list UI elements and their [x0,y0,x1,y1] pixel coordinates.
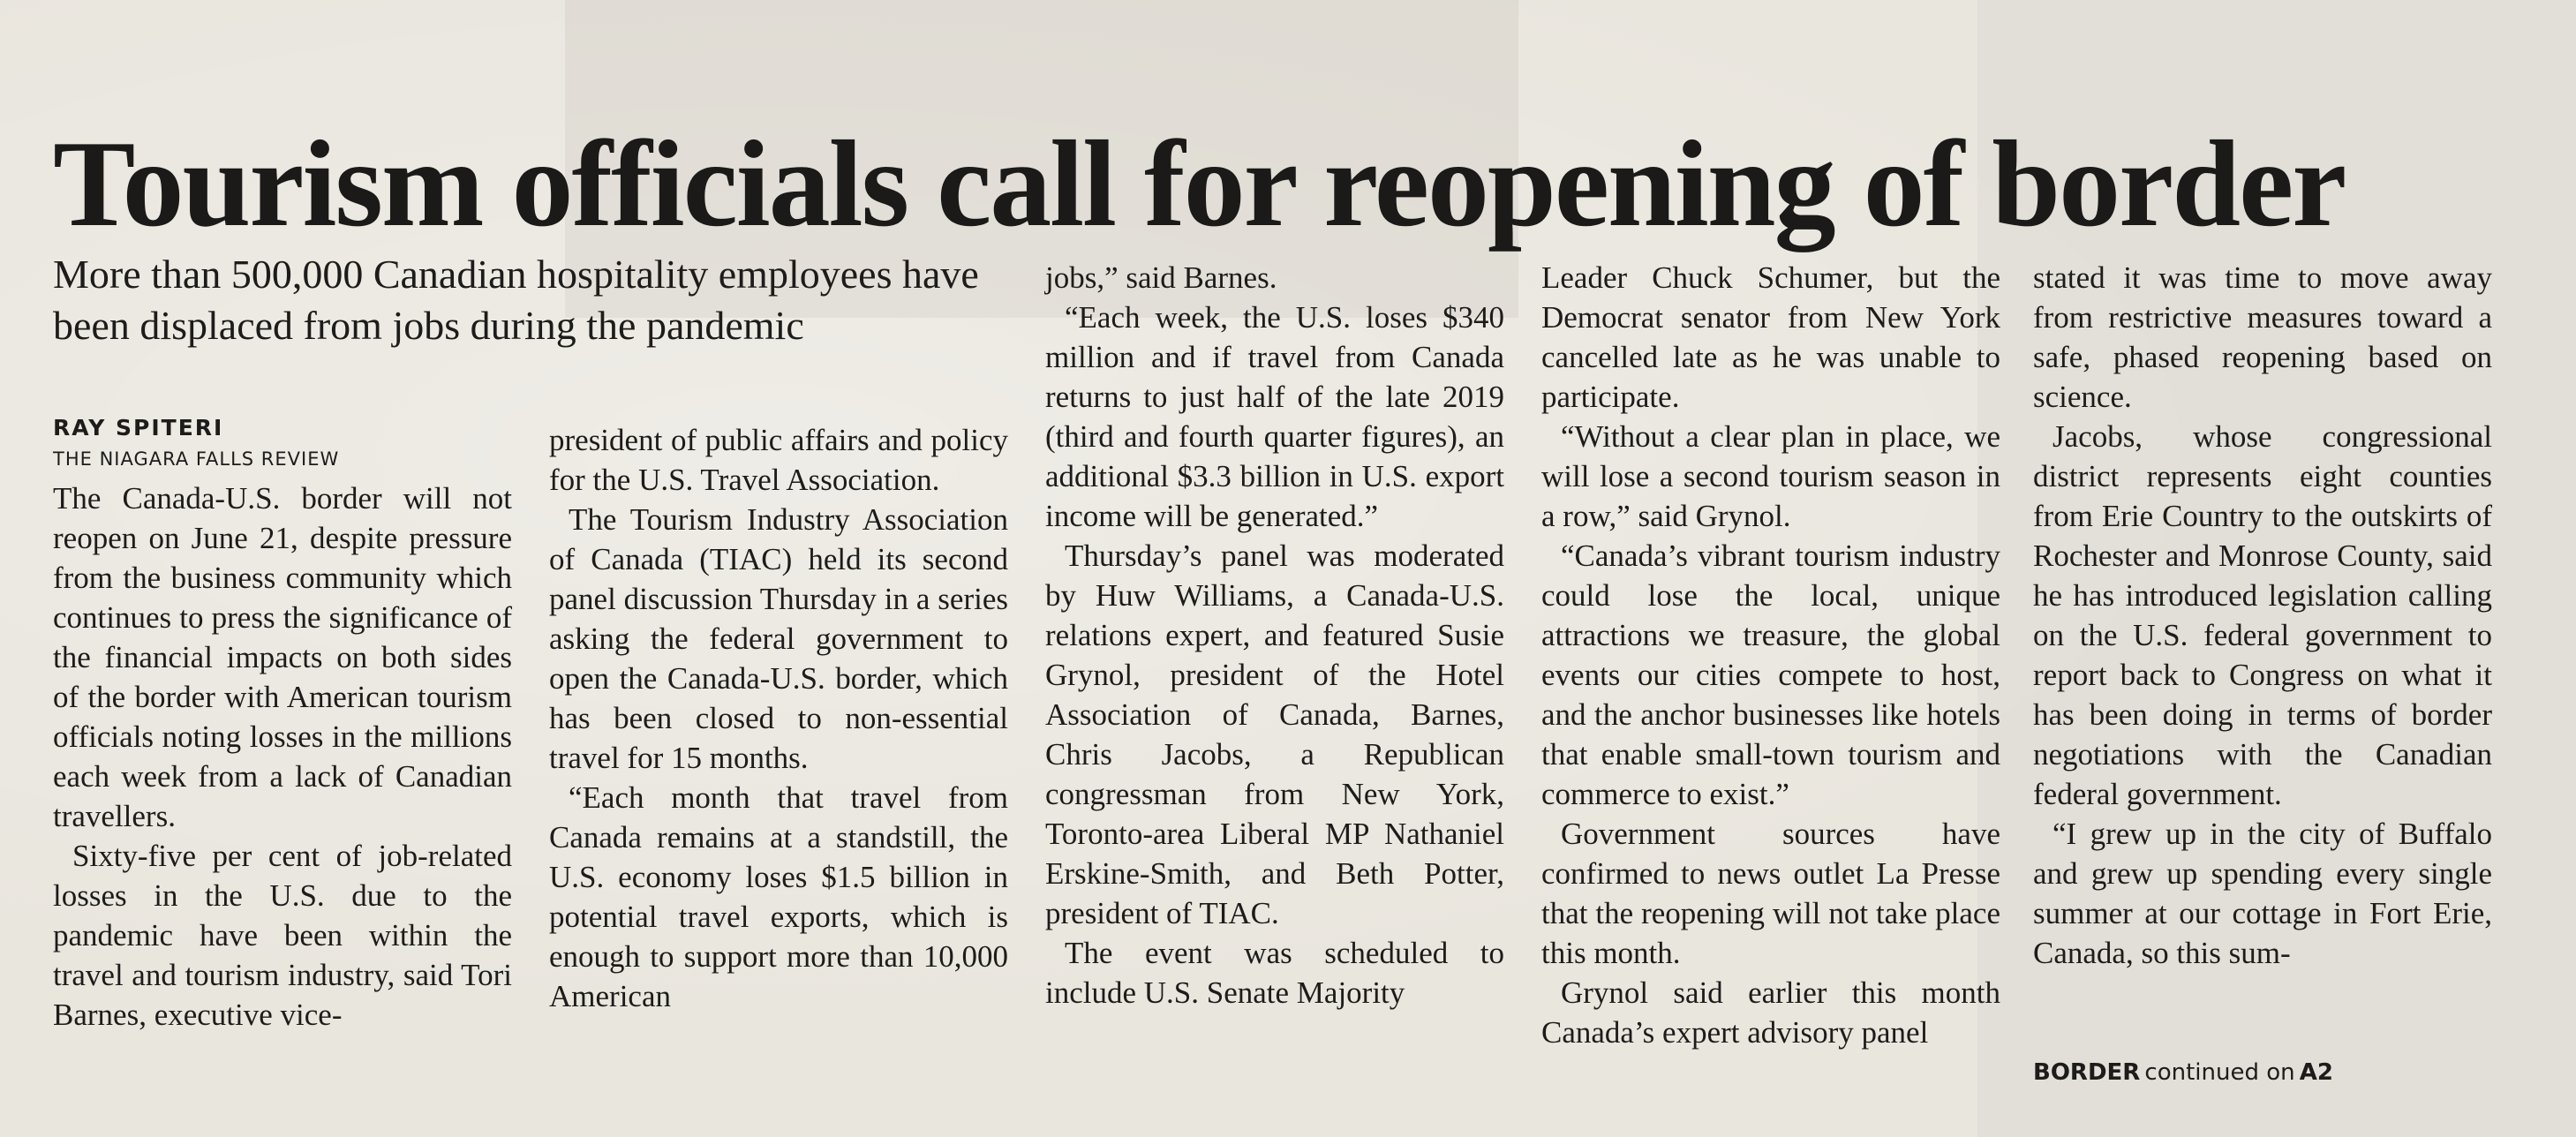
deck-subheadline: More than 500,000 Canadian hospitality employees have been displaced from jobs during the pandemic [53,252,979,348]
paragraph: “Each week, the U.S. loses $340 million and if travel from Canada returns to just half of the late 2019 (third and fourth quarter figures), an additional $3.3 billion in U.S. export income will be generated.” [1045,300,1504,533]
paragraph: president of public affairs and policy for the U.S. Travel Association. [549,423,1008,497]
continuation-label: BORDER [2033,1059,2141,1086]
byline-name: RAY SPITERI [53,415,224,440]
paragraph: stated it was time to move away from restrictive measures toward a safe, phased reopening based on science. [2033,260,2492,414]
paragraph: Grynol said earlier this month Canada’s expert advisory panel [1541,975,2000,1050]
continuation-page: A2 [2299,1059,2333,1086]
paragraph: The Tourism Industry Association of Canada (TIAC) held its second panel discussion Thursday in a series asking the federal government to open the Canada-U.S. border, which has been closed to non-essential travel for 15 months. [549,502,1008,775]
paragraph: Leader Chuck Schumer, but the Democrat senator from New York cancelled late as he was unable to participate. [1541,260,2000,414]
article-column-2 [549,420,1008,1016]
paragraph: jobs,” said Barnes. [1045,260,1277,295]
paragraph: Thursday’s panel was moderated by Huw Williams, a Canada-U.S. relations expert, and featured Susie Grynol, president of the Hotel Association of Canada, Barnes, Chris Jacobs, a Republican congressman from New York, Toronto-area Liberal MP Nathaniel Erskine-Smith, and Beth Potter, president of TIAC. [1045,538,1504,930]
paragraph: “Canada’s vibrant tourism industry could lose the local, unique attractions we treasure, the global events our cities compete to host, and the anchor businesses like hotels that enable small-town tourism and commerce to exist.” [1541,538,2000,811]
article-column-5 [2033,258,2492,973]
continuation-text: continued on [2144,1059,2295,1086]
paragraph: “Each month that travel from Canada remains at a standstill, the U.S. economy loses $1.5 billion in potential travel exports, which is enough to support more than 10,000 American [549,780,1008,1013]
paragraph: “I grew up in the city of Buffalo and grew up spending every single summer at our cottage in Fort Erie, Canada, so this sum- [2033,817,2492,970]
article-column-4 [1541,258,2000,1052]
paragraph: The Canada-U.S. border will not reopen on June 21, despite pressure from the business community which continues to press the significance of the financial impacts on both sides of the border with American tourism officials noting losses in the millions each week from a lack of Canadian travellers. [53,481,512,833]
paragraph: Jacobs, whose congressional district represents eight counties from Erie Country to the outskirts of Rochester and Monrose County, said he has introduced legislation calling on the U.S. federal government to report back to Congress on what it has been doing in terms of border negotiations with the Canadian federal government. [2033,419,2492,811]
byline-organization: THE NIAGARA FALLS REVIEW [53,448,340,470]
paragraph: Government sources have confirmed to news outlet La Presse that the reopening will not take place this month. [1541,817,2000,970]
paragraph: “Without a clear plan in place, we will lose a second tourism season in a row,” said Grynol. [1541,419,2000,533]
continuation-line [2033,1059,2333,1086]
headline: Tourism officials call for reopening of border [53,115,2346,252]
paragraph: Sixty-five per cent of job-related losses in the U.S. due to the pandemic have been within the travel and tourism industry, said Tori Barnes, executive vice- [53,839,512,1032]
article-column-3 [1045,258,1504,1013]
paragraph: The event was scheduled to include U.S. Senate Majority [1045,936,1504,1010]
article-column-1 [53,478,512,1035]
